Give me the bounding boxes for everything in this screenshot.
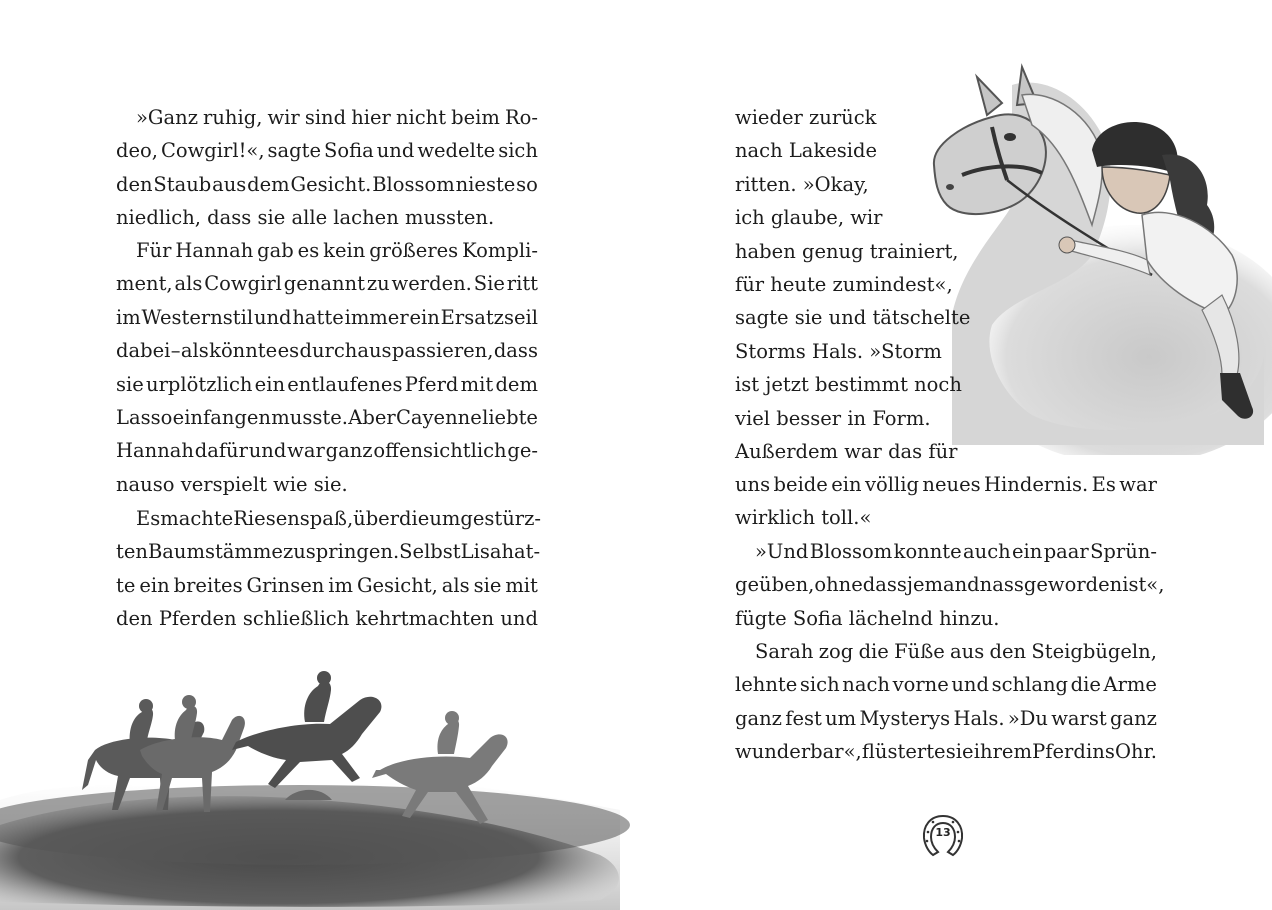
word: war [1119,473,1157,496]
word: Ersatzseil [440,305,538,329]
text-line: ist jetzt bestimmt noch [735,373,962,397]
text-line: fügte Sofia lächelnd hinzu. [735,606,1000,630]
word: könnte [209,339,278,363]
word: üben, [759,573,815,597]
word: als [441,573,470,597]
word: schließlich [242,607,350,631]
word: hat- [501,540,541,564]
word: wir [267,106,300,129]
word: Lisa [460,540,502,564]
word: Gesicht. [290,172,372,196]
word: Hannah [175,239,254,262]
text-line: sagte sie und tätschelte [735,306,971,330]
word: ins [1086,740,1115,764]
word: Pferd [404,372,459,396]
word: sind [304,106,347,129]
text-line [116,434,538,467]
word: sie [116,372,144,396]
text-line: niedlich, dass sie alle lachen mussten. [116,206,495,230]
text-line [116,535,541,568]
word: ein [139,573,170,597]
narrow-text-column [735,101,975,468]
word: Blossom [372,172,455,196]
word: wedelte [417,139,496,163]
text-line [735,702,1157,735]
word: breites [173,573,243,597]
word: passieren, [391,339,494,363]
word: Baumstämme [147,540,283,564]
text-line [735,468,1157,501]
word: Sofia [324,139,374,163]
word: Grinsen [246,573,325,597]
word: springen. [305,540,400,564]
word: ein [831,473,862,496]
text-line [116,301,538,334]
word: sie [945,740,974,764]
word: Sie [473,272,505,296]
word: vorne [892,673,949,697]
text-line [116,368,538,401]
word: jemand [906,573,980,597]
text-line [116,234,538,267]
word: umgestürz- [429,507,541,530]
word: Lasso [116,405,173,429]
word: te [116,573,136,597]
page-number: 13 [935,826,951,839]
word: auch [963,540,1011,563]
word: und [248,439,287,463]
text-line [116,101,538,134]
word: Hals. [953,706,1005,730]
word: Steigbügeln, [1031,640,1157,663]
word: ein [254,372,286,396]
word: größeres [369,239,459,262]
word: im [328,573,353,597]
text-line: wirklich toll.« [735,506,872,530]
word: es [297,239,320,262]
word: dabei [116,339,171,363]
word: es [277,339,300,363]
word: offensichtlich [373,439,507,463]
word: immer [344,305,409,329]
word: einfangen [172,405,271,429]
word: ge [735,573,760,597]
word: flüsterte [861,740,946,764]
word: Aber [348,405,396,429]
text-line [116,502,541,535]
word: neues [922,473,981,496]
text-line [735,568,1165,601]
word: und [951,673,989,697]
word: – [170,339,181,363]
word: sagte [267,139,322,163]
word: und [500,607,538,631]
word: musste. [271,405,348,429]
text-line [735,668,1157,701]
text-line: nach Lakeside [735,139,878,163]
word: Hindernis. [984,473,1089,496]
text-line: für heute zumindest«, [735,272,953,296]
word: nass [979,573,1024,597]
word: uns [735,473,771,496]
word: konnte [893,540,962,563]
word: Sarah [755,640,814,663]
word: die [1070,673,1101,697]
text-line: ritten. »Okay, [735,172,869,196]
word: nicht [395,106,447,129]
word: ritt [506,272,538,296]
word: Pferd [1032,740,1086,764]
word: Sprün- [1090,540,1157,563]
word: Mysterys [859,706,951,730]
word: völlig [865,473,919,496]
word: Gesicht, [356,573,438,597]
text-line [116,134,538,167]
word: beide [773,473,828,496]
word: nach [842,673,890,697]
riders-silhouette-illustration [0,650,636,910]
paragraph [735,635,1157,769]
word: durchaus [299,339,392,363]
text-line [735,735,1157,768]
word: Für [136,239,172,262]
word: so [516,172,538,196]
word: Arme [1103,673,1157,697]
word: beim [451,106,500,129]
word: als [174,272,203,296]
word: sie [473,573,502,597]
word: Hannah [116,439,194,463]
word: war [287,439,325,463]
word: kehrtmachten [355,607,495,631]
word: Cowgirl!«, [160,139,265,163]
text-line [116,401,538,434]
word: schlang [991,673,1069,697]
word: die [399,507,430,530]
word: ganz [1110,706,1157,730]
page-number-badge [919,812,967,858]
text-line [116,168,538,201]
word: ihrem [973,740,1032,764]
word: ten [116,540,148,564]
paragraph [116,234,538,501]
word: zu [366,272,390,296]
word: nieste [455,172,516,196]
word: und [376,139,415,163]
word: »Ganz [136,106,198,129]
word: ganz [735,706,782,730]
word: ohne [814,573,863,597]
word: aus [950,640,985,663]
word: fest [785,706,822,730]
text-line [735,535,1157,568]
word: dass [862,573,907,597]
word: den [116,172,153,196]
word: deo, [116,139,158,163]
word: den [116,607,153,631]
word: warst [1051,706,1107,730]
word: Riesenspaß, [233,507,354,530]
word: werden. [391,272,472,296]
word: und [253,305,292,329]
word: Selbst [399,540,461,564]
word: mit [505,573,538,597]
word: »Und [755,540,809,563]
word: sich [498,139,538,163]
word: Cayenne [396,405,482,429]
paragraph [735,535,1165,635]
word: hier [351,106,391,129]
word: paar [1043,540,1089,563]
word: entlaufenes [287,372,403,396]
word: dem [247,172,290,196]
text-line [116,334,538,367]
text-line [116,569,538,602]
word: dafür [194,439,248,463]
text-line: Außerdem war das für [735,439,958,463]
word: urplötzlich [146,372,253,396]
text-line [116,602,538,635]
word: ment, [116,272,173,296]
word: sich [799,673,840,697]
word: ist«, [1122,573,1165,597]
word: genannt [283,272,365,296]
word: Es [1091,473,1116,496]
word: als [180,339,209,363]
word: Ro- [504,106,538,129]
word: Es [136,507,161,530]
word: zog [818,640,854,663]
word: dem [495,372,538,396]
word: dass [493,339,538,363]
word: »Du [1007,706,1048,730]
word: ge- [507,439,538,463]
word: wunderbar«, [735,740,862,764]
word: ganz [325,439,373,463]
word: ein [409,305,440,329]
word: lehnte [735,673,798,697]
word: Blossom [809,540,893,563]
text-line: nauso verspielt wie sie. [116,472,348,496]
text-line: viel besser in Form. [735,406,931,430]
right-page [636,0,1272,910]
word: zu [282,540,306,564]
word: im [116,305,141,329]
word: gab [257,239,294,262]
word: ruhig, [203,106,263,129]
paragraph [116,502,541,636]
word: Ohr. [1115,740,1157,764]
word: geworden [1023,573,1123,597]
text-line: wieder zurück [735,106,877,129]
word: Staub [153,172,212,196]
text-line [116,267,538,300]
text-line [735,635,1157,668]
word: Cowgirl [204,272,282,296]
word: machte [160,507,234,530]
word: Kompli- [462,239,538,262]
paragraph [116,101,538,235]
word: Westernstil [141,305,254,329]
word: mit [460,372,494,396]
word: Füße [894,640,945,663]
word: um [825,706,857,730]
text-line: haben genug trainiert, [735,239,959,263]
word: ein [1012,540,1043,563]
word: den [989,640,1027,663]
word: hatte [292,305,344,329]
word: liebte [482,405,538,429]
word: Pferden [158,607,237,631]
word: aus [212,172,247,196]
wide-text-block [735,468,1157,535]
word: die [858,640,889,663]
word: kein [323,239,366,262]
word: über [353,507,400,530]
text-line: ich glaube, wir [735,206,883,230]
text-line: Storms Hals. »Storm [735,339,942,363]
